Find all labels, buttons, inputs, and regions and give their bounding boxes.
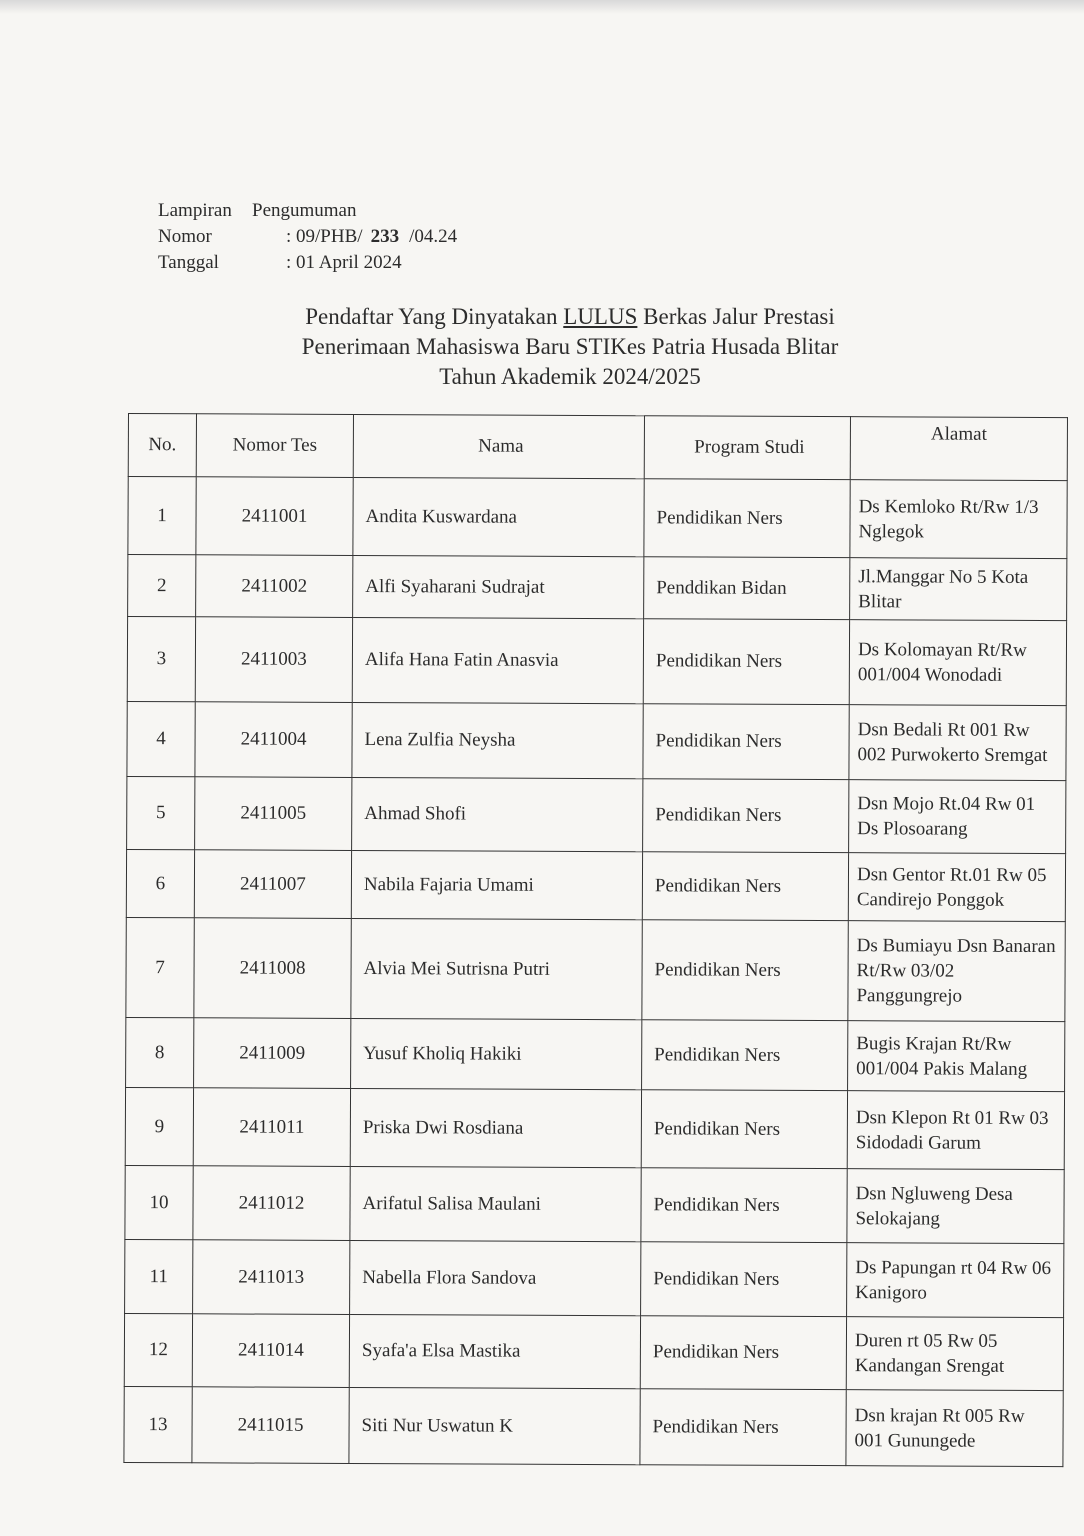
header-nomor-tes: Nomor Tes xyxy=(196,414,353,478)
cell-nomor-tes: 2411001 xyxy=(196,477,353,556)
cell-program-studi: Pendidikan Ners xyxy=(641,1168,847,1243)
document-title xyxy=(170,302,970,392)
cell-no: 5 xyxy=(127,776,195,849)
cell-nama: Alvia Mei Sutrisna Putri xyxy=(351,918,642,1019)
table-row xyxy=(125,1165,1064,1243)
cell-alamat: Dsn Bedali Rt 001 Rw 002 Purwokerto Sremgat xyxy=(849,705,1066,781)
cell-alamat: Dsn Ngluweng Desa Selokajang xyxy=(847,1169,1064,1244)
cell-nama: Alifa Hana Fatin Anasvia xyxy=(352,617,643,703)
cell-program-studi: Pendidikan Ners xyxy=(641,1090,847,1169)
table-row xyxy=(127,617,1066,706)
cell-no: 3 xyxy=(127,617,195,702)
header-program-studi: Program Studi xyxy=(644,416,850,480)
cell-alamat: Dsn krajan Rt 005 Rw 001 Gunungede xyxy=(846,1390,1063,1467)
cell-nama: Siti Nur Uswatun K xyxy=(349,1387,640,1464)
table-row xyxy=(125,1087,1064,1169)
cell-program-studi: Pendidikan Ners xyxy=(640,1389,846,1466)
cell-nomor-tes: 2411002 xyxy=(196,555,353,618)
cell-nomor-tes: 2411008 xyxy=(194,918,351,1019)
cell-alamat: Dsn Gentor Rt.01 Rw 05 Candirejo Ponggok xyxy=(848,853,1065,922)
cell-program-studi: Pendidikan Ners xyxy=(643,619,849,705)
table-row xyxy=(126,1017,1065,1091)
cell-program-studi: Penddikan Bidan xyxy=(644,557,850,620)
table-row xyxy=(128,555,1067,621)
table-row xyxy=(126,849,1065,921)
cell-nama: Ahmad Shofi xyxy=(352,777,643,851)
cell-nomor-tes: 2411004 xyxy=(195,702,352,778)
cell-nama: Lena Zulfia Neysha xyxy=(352,702,643,778)
table-row xyxy=(125,1239,1064,1317)
cell-nomor-tes: 2411012 xyxy=(193,1166,350,1241)
cell-program-studi: Pendidikan Ners xyxy=(643,779,849,853)
cell-nama: Nabila Fajaria Umami xyxy=(351,850,642,919)
cell-no: 6 xyxy=(126,849,194,917)
cell-nama: Yusuf Kholiq Hakiki xyxy=(351,1018,642,1089)
cell-program-studi: Pendidikan Ners xyxy=(641,1242,847,1317)
cell-nomor-tes: 2411011 xyxy=(193,1088,350,1167)
nomor-label: Nomor xyxy=(158,226,212,247)
cell-nama: Andita Kuswardana xyxy=(353,477,644,556)
cell-alamat: Duren rt 05 Rw 05 Kandangan Srengat xyxy=(846,1317,1063,1391)
lampiran-value: Pengumuman xyxy=(252,200,357,221)
cell-program-studi: Pendidikan Ners xyxy=(640,1316,846,1390)
header-alamat: Alamat xyxy=(850,417,1067,481)
cell-alamat: Ds Bumiayu Dsn Banaran Rt/Rw 03/02 Panggungrejo xyxy=(848,921,1065,1022)
header-nama: Nama xyxy=(353,414,644,478)
header-no: No. xyxy=(128,414,196,477)
scan-edge-shadow xyxy=(0,0,1084,14)
nomor-value xyxy=(286,224,457,250)
lampiran-label: Lampiran xyxy=(158,200,232,221)
nomor-prefix: : 09/PHB/ xyxy=(286,226,363,247)
cell-program-studi: Pendidikan Ners xyxy=(642,1020,848,1091)
cell-nomor-tes: 2411014 xyxy=(192,1314,349,1388)
cell-program-studi: Pendidikan Ners xyxy=(642,920,848,1021)
table-row xyxy=(124,1386,1063,1466)
cell-nama: Priska Dwi Rosdiana xyxy=(350,1088,641,1167)
cell-nama: Alfi Syaharani Sudrajat xyxy=(353,555,644,618)
cell-alamat: Dsn Klepon Rt 01 Rw 03 Sidodadi Garum xyxy=(847,1091,1064,1170)
cell-no: 8 xyxy=(126,1017,194,1087)
cell-nomor-tes: 2411013 xyxy=(193,1240,350,1315)
title-line-1 xyxy=(170,302,970,332)
cell-program-studi: Pendidikan Ners xyxy=(643,704,849,780)
cell-no: 11 xyxy=(125,1239,193,1313)
cell-alamat: Jl.Manggar No 5 Kota Blitar xyxy=(850,558,1067,621)
cell-no: 10 xyxy=(125,1165,193,1239)
applicants-table xyxy=(123,413,1068,1467)
tanggal-value: : 01 April 2024 xyxy=(286,252,402,273)
cell-nomor-tes: 2411009 xyxy=(194,1018,351,1089)
nomor-number: 233 xyxy=(370,226,400,247)
cell-nomor-tes: 2411005 xyxy=(195,777,352,851)
cell-alamat: Bugis Krajan Rt/Rw 001/004 Pakis Malang xyxy=(848,1021,1065,1092)
cell-program-studi: Pendidikan Ners xyxy=(642,852,848,921)
title-line-1-end: Berkas Jalur Prestasi xyxy=(637,304,835,329)
title-line-3: Tahun Akademik 2024/2025 xyxy=(439,364,701,389)
cell-alamat: Ds Kemloko Rt/Rw 1/3 Nglegok xyxy=(850,480,1067,559)
table-row xyxy=(124,1313,1063,1390)
cell-nama: Syafa'a Elsa Mastika xyxy=(349,1314,640,1388)
table-row xyxy=(127,776,1066,853)
cell-nomor-tes: 2411003 xyxy=(195,617,352,703)
cell-no: 7 xyxy=(126,917,194,1017)
cell-nama: Nabella Flora Sandova xyxy=(350,1240,641,1315)
cell-nama: Arifatul Salisa Maulani xyxy=(350,1166,641,1241)
title-lulus-underlined: LULUS xyxy=(563,304,638,329)
cell-alamat: Ds Kolomayan Rt/Rw 001/004 Wonodadi xyxy=(849,620,1066,706)
cell-no: 2 xyxy=(128,555,196,617)
cell-no: 12 xyxy=(124,1313,192,1386)
tanggal-label: Tanggal xyxy=(158,252,219,273)
table-row xyxy=(126,917,1065,1021)
cell-nomor-tes: 2411015 xyxy=(192,1387,349,1464)
cell-no: 1 xyxy=(128,477,196,555)
cell-no: 9 xyxy=(125,1087,193,1165)
table-header-row xyxy=(128,414,1067,481)
cell-alamat: Dsn Mojo Rt.04 Rw 01 Ds Plosoarang xyxy=(849,780,1066,854)
title-line-2: Penerimaan Mahasiswa Baru STIKes Patria Husada Blitar xyxy=(301,334,839,359)
table-row xyxy=(127,701,1066,780)
cell-nomor-tes: 2411007 xyxy=(194,850,351,919)
cell-no: 4 xyxy=(127,701,195,776)
cell-program-studi: Pendidikan Ners xyxy=(644,479,850,558)
table-row xyxy=(128,477,1067,559)
nomor-suffix: /04.24 xyxy=(409,226,458,247)
title-line-1-start: Pendaftar Yang Dinyatakan xyxy=(305,304,564,329)
cell-no: 13 xyxy=(124,1386,192,1462)
cell-alamat: Ds Papungan rt 04 Rw 06 Kanigoro xyxy=(847,1243,1064,1318)
